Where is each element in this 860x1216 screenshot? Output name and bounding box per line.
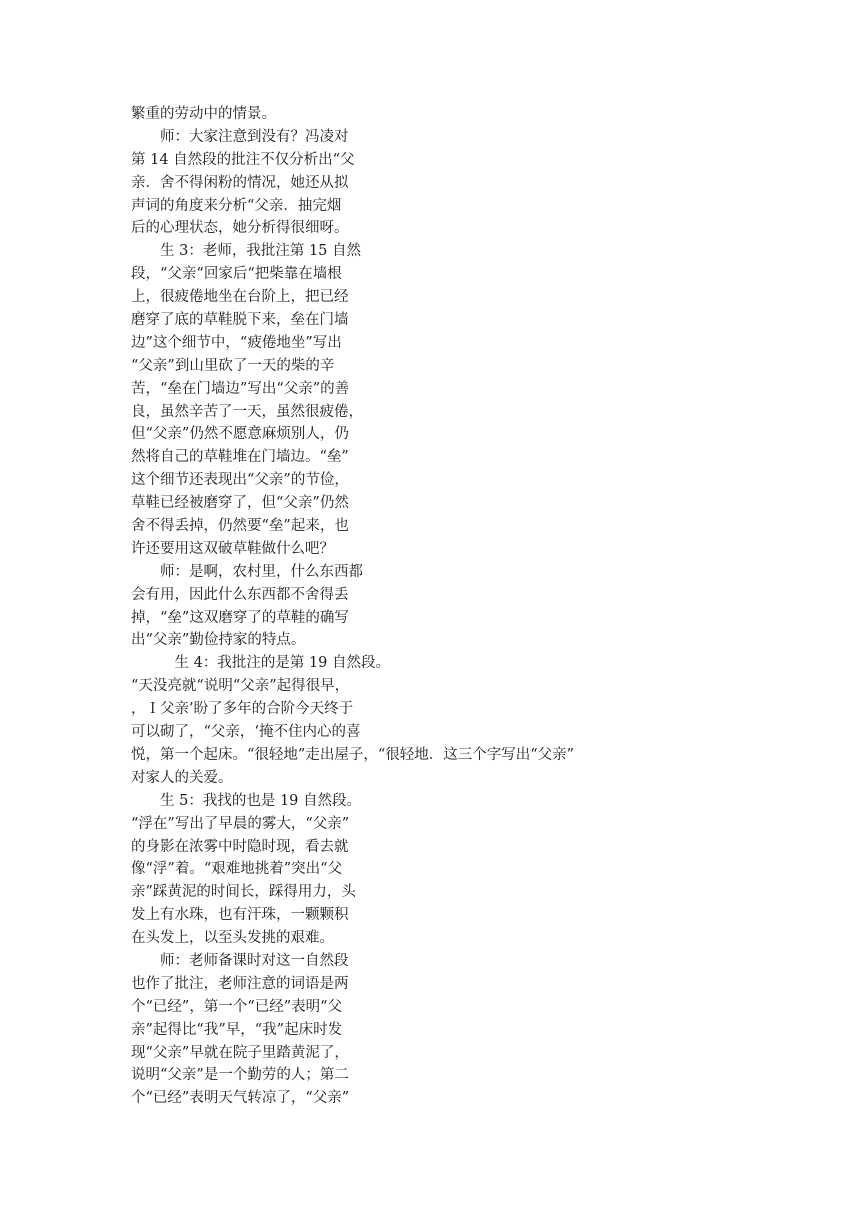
text-line: 说明“父亲”是一个勤劳的人；第二 [131, 1067, 349, 1084]
text-line: “浮在”写出了早晨的雾大，“父亲” [131, 815, 350, 832]
text-line: 生 5：我找的也是 19 自然段。 [131, 792, 362, 809]
text-line: 也作了批注，老师注意的词语是两 [131, 975, 349, 992]
text-line: 生 3：老师，我批注第 15 自然 [131, 243, 362, 260]
text-line: 掉，“垒”这双磨穿了的草鞋的确写 [131, 609, 349, 626]
text-line: 现“父亲”早就在院子里踏黄泥了， [131, 1044, 349, 1061]
text-line: 草鞋已经被磨穿了，但“父亲”仍然 [131, 495, 349, 512]
text-line: 舍不得丢掉，仍然要“垒”起来，也 [131, 518, 349, 535]
text-line: 但“父亲”仍然不愿意麻烦别人，仍 [131, 426, 349, 443]
text-line: 会有用，因此什么东西都不舍得丢 [131, 586, 349, 603]
text-line: 个“已经”，第一个“已经”表明“父 [131, 998, 343, 1015]
text-line: 段，“父亲“回家后“把柴靠在墙根 [131, 266, 342, 283]
text-line: 第 14 自然段的批注不仅分析出“父 [131, 151, 355, 168]
text-line: 发上有水珠，也有汗珠，一颗颗积 [131, 907, 349, 924]
text-line: 出“父亲”勤俭持家的特点。 [131, 632, 306, 649]
text-line: 师：是啊，农村里，什么东西都 [131, 563, 363, 580]
text-line: ，Ｉ父亲’盼了多年的合阶今天终于 [131, 701, 354, 718]
text-line: 师：老师备课时对这一自然段 [131, 952, 349, 969]
text-line: 后的心理状态，她分析得很细呀。 [131, 220, 349, 237]
text-line: 悦，第一个起床。“很轻地”走出屋子，“很轻地．这三个字写出“父亲” [131, 746, 575, 763]
text-line: 对家人的关爱。 [131, 769, 233, 786]
text-line: 在头发上，以至头发挑的艰难。 [131, 930, 334, 947]
text-line: 边”这个细节中，“疲倦地坐”写出 [131, 334, 342, 351]
body-text [131, 103, 651, 1110]
text-line: 良，虽然辛苦了一天，虽然很疲倦， [131, 403, 363, 420]
text-line: “天没亮就“说明“父亲”起得很早， [131, 678, 350, 695]
text-line: 这个细节还表现出“父亲”的节俭， [131, 472, 349, 489]
text-line: 亲．舍不得闲粉的情况，她还从拟 [131, 174, 349, 191]
text-line: 的身影在浓雾中时隐时现，看去就 [131, 838, 349, 855]
text-line: “父亲”到山里砍了一天的柴的辛 [131, 357, 335, 374]
text-line: 苦，“垒在门墙边”写出“父亲”的善 [131, 380, 350, 397]
text-line: 个“已经”表明天气转凉了，“父亲” [131, 1090, 350, 1107]
text-line: 像“浮”着。“艰难地挑着”突出“父 [131, 861, 343, 878]
text-line: 繁重的劳动中的情景。 [131, 106, 276, 122]
text-line: 上，很疲倦地坐在台阶上，把已经 [131, 289, 349, 306]
text-line: 许还要用这双破草鞋做什么吧？ [131, 540, 334, 557]
text-line: 声词的角度来分析“父亲．抽完烟 [131, 197, 342, 214]
text-line: 师：大家注意到没有？冯凌对 [131, 128, 349, 145]
text-line: 然将自己的草鞋堆在门墙边。“垒” [131, 449, 349, 466]
text-line: 可以砌了，“父亲，‘掩不住内心的喜 [131, 724, 361, 741]
text-line: 亲”踩黄泥的时间长，踩得用力，头 [131, 884, 356, 901]
text-line: 磨穿了底的草鞋脱下来，垒在门墙 [131, 312, 349, 329]
text-line: 生 4：我批注的是第 19 自然段。 [131, 655, 391, 672]
text-line: 亲”起得比“我”早，“我”起床时发 [131, 1021, 343, 1038]
